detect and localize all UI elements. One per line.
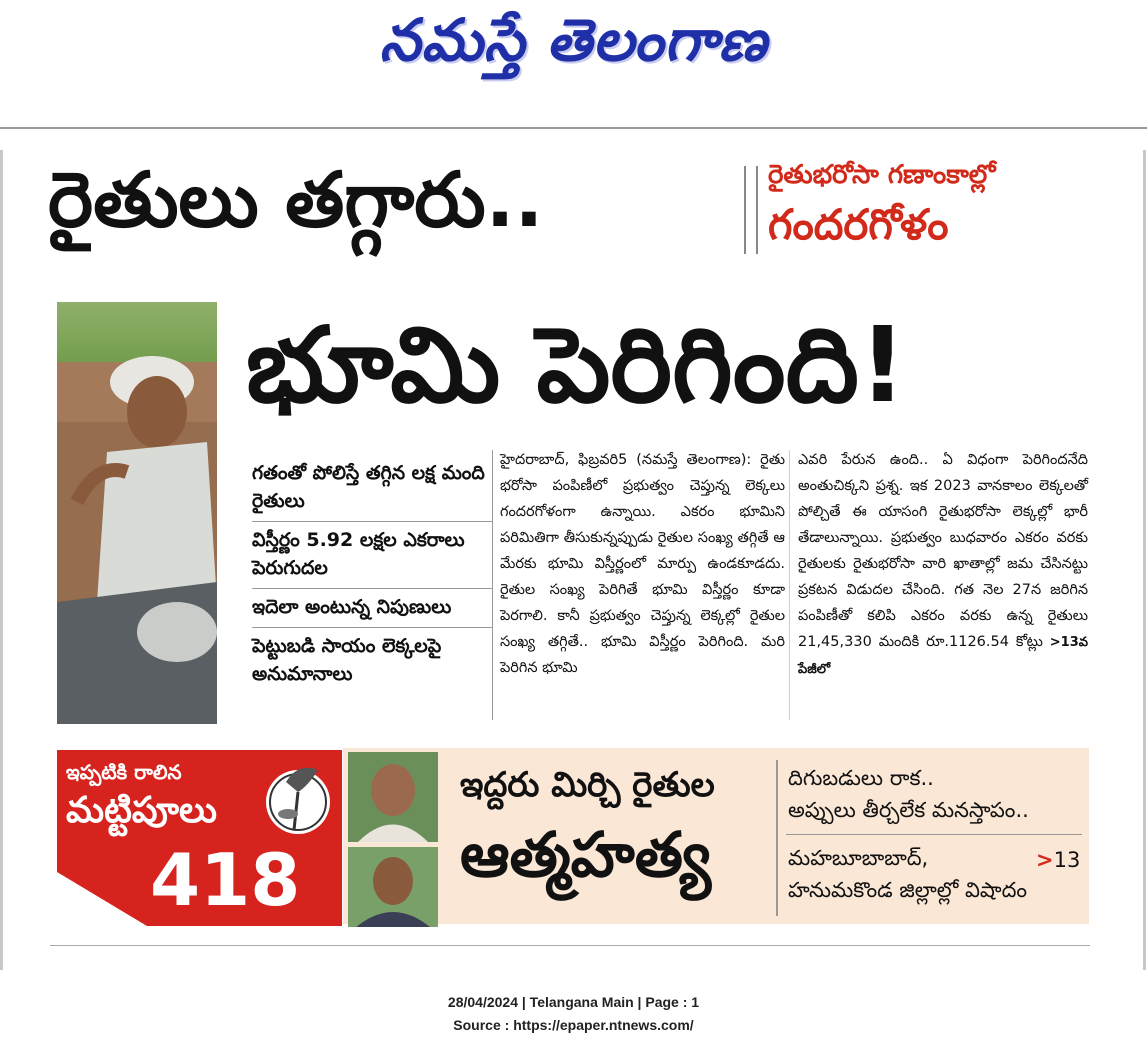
- second-story-divider: [776, 760, 778, 916]
- highlight-item: విస్తీర్ణం 5.92 లక్షల ఎకరాలు పెరుగుదల: [252, 522, 492, 589]
- second-story-subhead-divider: [786, 834, 1082, 835]
- masthead: [0, 0, 1147, 128]
- article-column-2-text: ఎవరి పేరున ఉంది.. ఏ విధంగా పెరిగిందనేది అంతుచిక్కని ప్రశ్న. ఇక 2023 వానకాలం లెక్కలతో పోల్చితే ఈ యాసంగి రైతుభరోసా లెక్కల్లో భారీ తేడాలున్నాయి. ప్రభుత్వం బుధవారం ఎకరం వరకు రైతులకు రైతుభరోసా వారి ఖాతాల్లో జమ చేసినట్టు ప్రకటన విడుదల చేసింది. గత నెల 27న జరిగిన పంపిణీతో కలిపి ఎకరం వరకు ఉన్న రైతులు 21,45,330 మందికి రూ.1126.54 కోట్లు: [798, 452, 1088, 650]
- footer-source-line: Source : https://epaper.ntnews.com/: [453, 1017, 694, 1033]
- page-reference: >13: [1036, 848, 1081, 872]
- farmer-portrait-2: [348, 847, 438, 927]
- second-headline-line1: ఇద్దరు మిర్చి రైతుల: [460, 765, 715, 805]
- farmer-photo: [57, 302, 217, 724]
- footer-date-line: 28/04/2024 | Telangana Main | Page : 1: [447, 994, 700, 1010]
- second-headline-line2: ఆత్మహత్య: [460, 818, 712, 891]
- newspaper-logo: నమస్తే తెలంగాణ: [379, 6, 768, 74]
- highlight-item: గతంతో పోలిస్తే తగ్గిన లక్ష మంది రైతులు: [252, 455, 492, 522]
- red-panel-corner: [57, 872, 147, 926]
- masthead-divider: [0, 127, 1147, 129]
- highlight-item: ఇదెలా అంటున్న నిపుణులు: [252, 589, 492, 628]
- chevron-right-icon: >: [1036, 848, 1054, 872]
- lead-headline-line2: భూమి పెరిగింది!: [246, 304, 907, 426]
- kicker-big: గందరగోళం: [768, 200, 949, 249]
- bottom-rule: [50, 945, 1090, 946]
- column-divider: [789, 450, 790, 720]
- continued-on-page: >13వ పేజీలో: [798, 635, 1089, 677]
- farmer-portrait-1: [348, 752, 438, 842]
- lead-headline-line1: రైతులు తగ్గారు..: [48, 155, 544, 244]
- column-rule: [492, 450, 493, 720]
- second-story-subhead-2: మహబూబాబాద్, హనుమకొండ జిల్లాల్లో విషాదం: [788, 846, 1028, 902]
- kicker-small: రైతుభరోసా గణాంకాల్లో: [768, 160, 996, 190]
- article-column-2: [798, 447, 1088, 683]
- page-left-border: [0, 150, 3, 970]
- highlights-list: [252, 455, 492, 694]
- red-panel-line2: మట్టిపూలు: [66, 790, 217, 831]
- highlight-item: పెట్టుబడి సాయం లెక్కలపై అనుమానాలు: [252, 635, 442, 685]
- red-panel-number: 418: [150, 838, 301, 922]
- article-column-1: హైదరాబాద్, ఫిబ్రవరి5 (నమస్తే తెలంగాణ): రైతు భరోసా పంపిణీలో ప్రభుత్వం చెప్తున్న లెక్కలు గందరగోళంగా ఉన్నాయి. ఎకరం భూమిని పరిమితిగా తీసుకున్నప్పుడు రైతుల సంఖ్య తగ్గితే ఆ మేరకు భూమి విస్తీర్ణంలో మార్పు ఉండకూడదు. రైతుల సంఖ్య పెరిగితే భూమి విస్తీర్ణం కూడా పెరగాలి. కానీ ప్రభుత్వం చెప్తున్న లెక్కల్లో రైతుల సంఖ్య తగ్గితే.. భూమి విస్తీర్ణం పెరిగింది. మరి పెరిగిన భూమి: [500, 452, 785, 676]
- wilted-flower-icon: [258, 752, 338, 842]
- kicker-divider: [744, 166, 758, 254]
- page-right-border: [1143, 150, 1146, 970]
- red-panel-line1: ఇప్పటికి రాలిన: [66, 760, 182, 784]
- second-story-subhead-1: దిగుబడులు రాక.. అప్పులు తీర్చలేక మనస్తాపం..: [788, 766, 1029, 822]
